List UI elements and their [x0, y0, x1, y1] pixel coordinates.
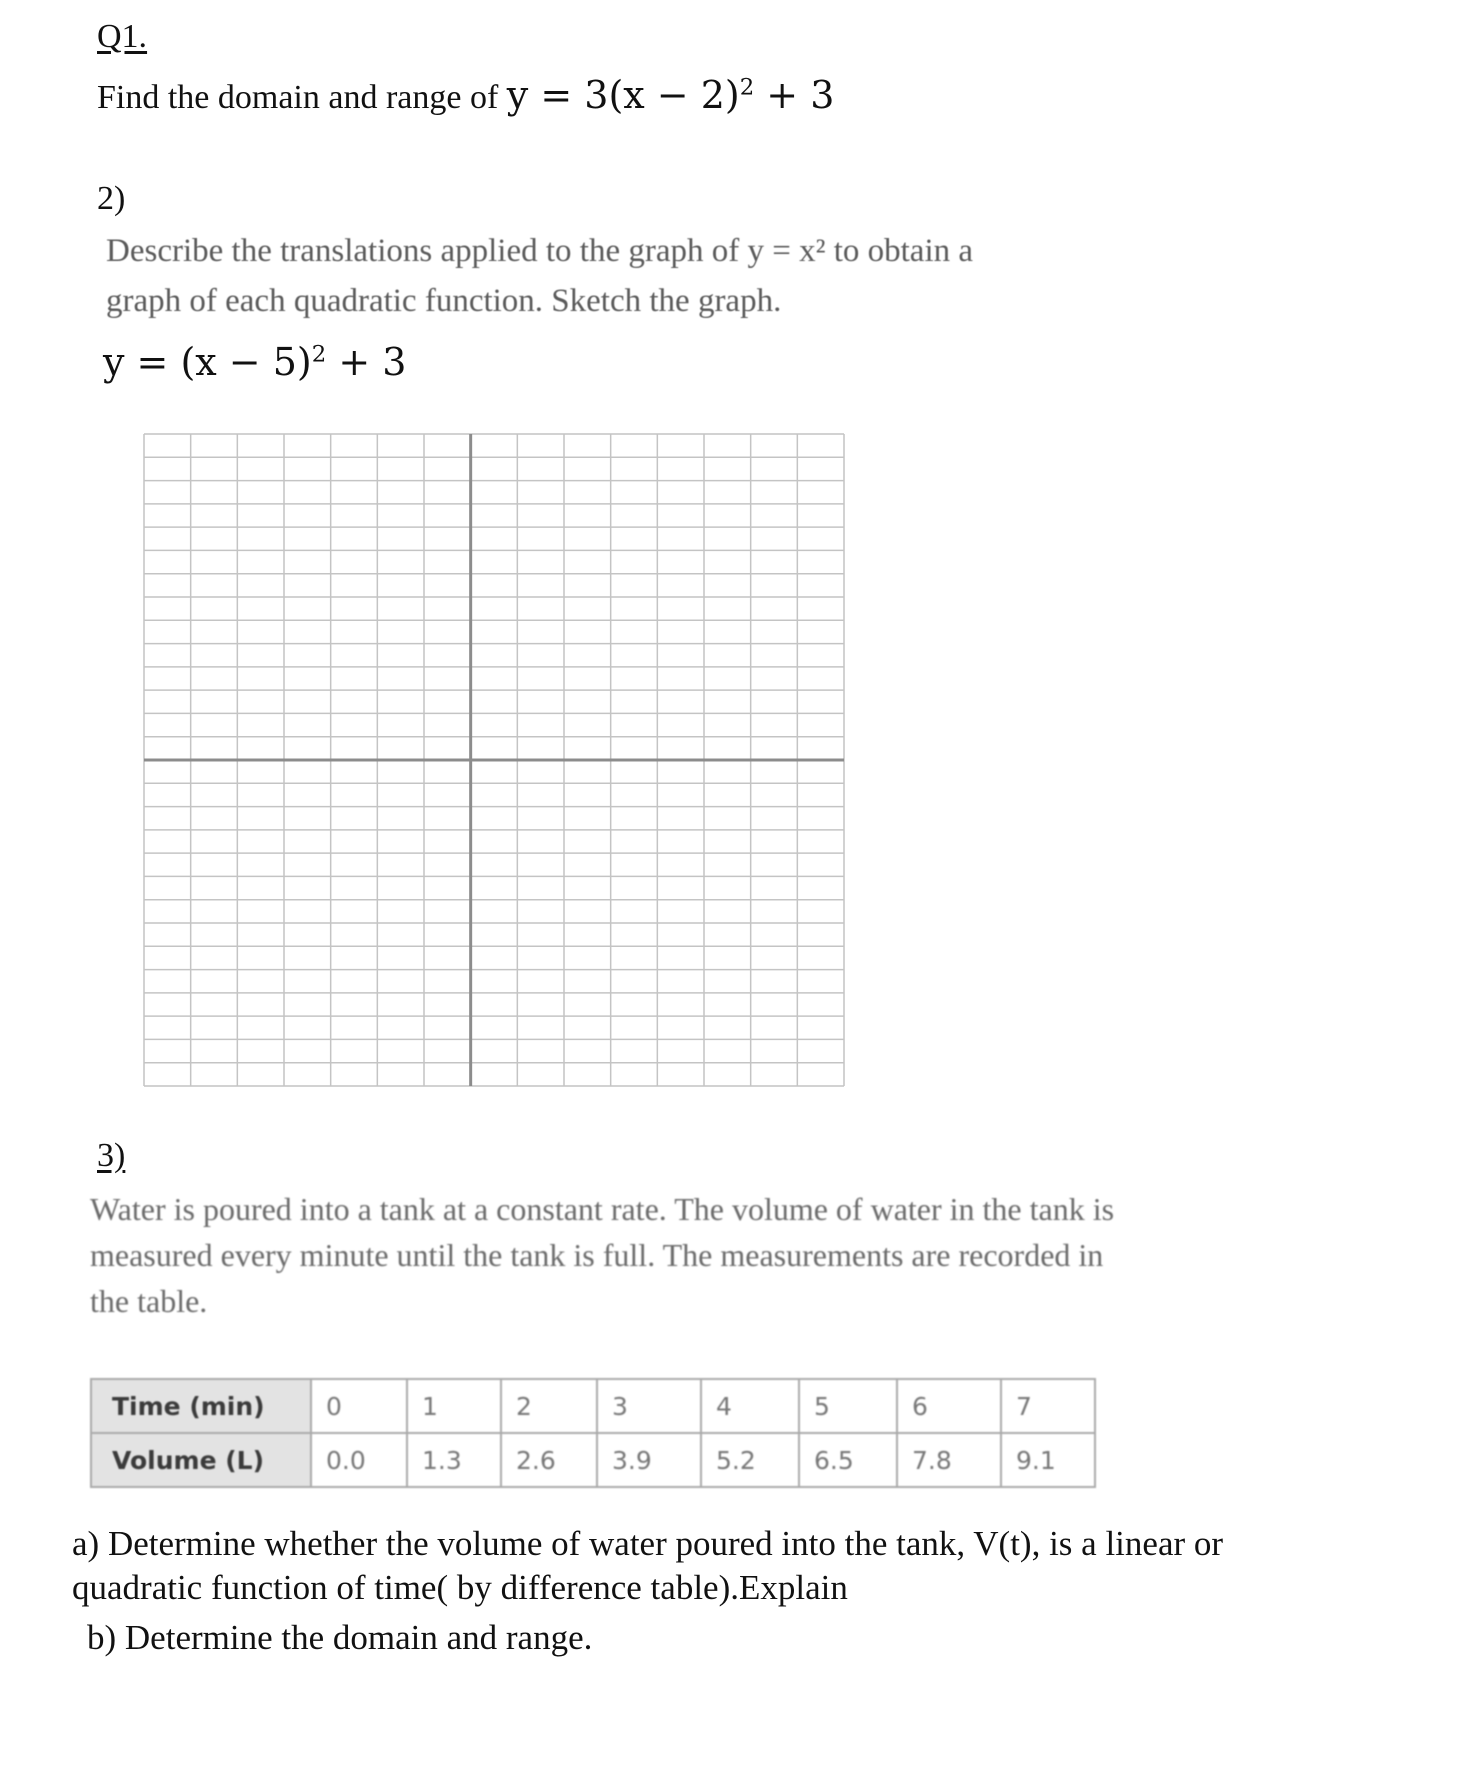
q3-part-a-line1: a) Determine whether the volume of water poured into the tank, V(t), is a linear or — [72, 1524, 1224, 1563]
q2-eq-rhs: + 3 — [326, 340, 407, 384]
time-cell: 4 — [701, 1379, 799, 1433]
time-cell: 0 — [311, 1379, 407, 1433]
volume-cell: 6.5 — [799, 1433, 897, 1487]
q2-number: 2) — [97, 180, 126, 217]
q1-eq-lhs: y = 3(x − 2) — [506, 73, 740, 117]
q1-eq-exponent: 2 — [739, 74, 755, 101]
q2-eq-lhs: y = (x − 5) — [103, 340, 312, 384]
q1-prompt-text: Find the domain and range of — [97, 79, 499, 116]
volume-cell: 1.3 — [407, 1433, 501, 1487]
volume-cell: 3.9 — [597, 1433, 701, 1487]
time-volume-table — [90, 1378, 1096, 1488]
q1-eq-rhs: + 3 — [754, 73, 835, 117]
time-cell: 1 — [407, 1379, 501, 1433]
volume-cell: 2.6 — [501, 1433, 597, 1487]
volume-row — [91, 1433, 1095, 1487]
q1-heading: Q1. — [97, 18, 148, 55]
time-cell: 2 — [501, 1379, 597, 1433]
time-cell: 5 — [799, 1379, 897, 1433]
q3-description-line1: Water is poured into a tank at a constant rate. The volume of water in the tank is — [90, 1191, 1115, 1227]
time-cell: 7 — [1001, 1379, 1095, 1433]
time-cell: 3 — [597, 1379, 701, 1433]
time-cell: 6 — [897, 1379, 1001, 1433]
volume-label: Volume (L) — [91, 1433, 311, 1487]
time-row — [91, 1379, 1095, 1433]
q2-instruction-line2: graph of each quadratic function. Sketch the graph. — [106, 283, 782, 319]
q1-prompt — [97, 73, 834, 117]
volume-cell: 5.2 — [701, 1433, 799, 1487]
coordinate-grid — [142, 432, 846, 1088]
q3-description-line3: the table. — [90, 1283, 208, 1319]
volume-cell: 0.0 — [311, 1433, 407, 1487]
q1-equation — [507, 73, 835, 117]
q2-eq-exponent: 2 — [311, 341, 327, 368]
volume-cell: 7.8 — [897, 1433, 1001, 1487]
q3-heading: 3) — [97, 1137, 126, 1174]
q3-part-a-line2: quadratic function of time( by difference table).Explain — [72, 1568, 848, 1607]
q2-instruction-line1: Describe the translations applied to the graph of y = x² to obtain a — [106, 233, 974, 269]
q2-equation — [103, 340, 406, 384]
time-label: Time (min) — [91, 1379, 311, 1433]
q3-part-b: b) Determine the domain and range. — [87, 1618, 593, 1657]
volume-cell: 9.1 — [1001, 1433, 1095, 1487]
q3-description-line2: measured every minute until the tank is full. The measurements are recorded in — [90, 1237, 1104, 1273]
